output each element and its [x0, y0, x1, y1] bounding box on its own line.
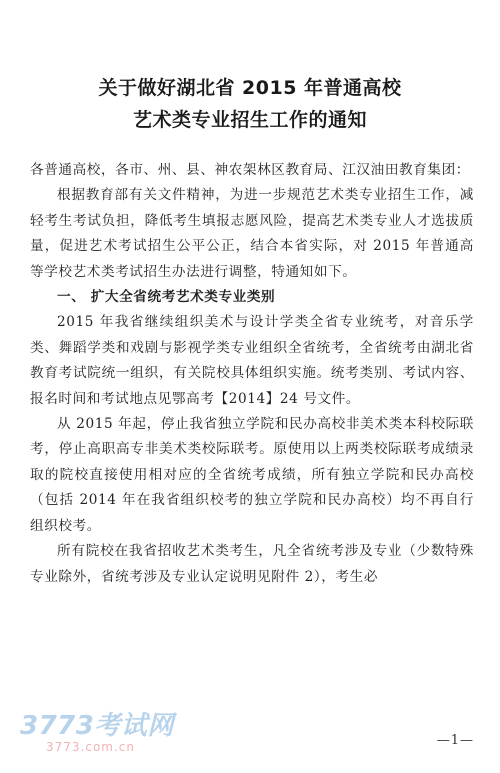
- page-number: —1—: [436, 733, 474, 748]
- watermark-url: 3773.com.cn: [46, 740, 135, 754]
- site-watermark: [20, 712, 180, 754]
- salutation: 各普通高校，各市、州、县、神农架林区教育局、江汉油田教育集团：: [30, 162, 471, 178]
- document-body: [30, 158, 474, 590]
- paragraph-4: 所有院校在我省招收艺术类考生，凡全省统考涉及专业（少数特殊专业除外，省统考涉及专业认定说明见附件 2），考生必: [30, 543, 474, 585]
- paragraph-2: 2015 年我省继续组织美术与设计学类全省专业统考，对音乐学类、舞蹈学类和戏剧与影视学类专业组织全省统考，全省统考由湖北省教育考试院统一组织，有关院校具体组织实施。统考类别、考试内容、报名时间和考试地点见鄂高考【2014】24 号文件。: [30, 314, 474, 407]
- paragraph-intro: 根据教育部有关文件精神，为进一步规范艺术类专业招生工作，减轻考生考试负担，降低考生填报志愿风险，提高艺术类专业人才选拔质量，促进艺术考试招生公平公正，结合本省实际，对 2015 年普通高等学校艺术类考试招生办法进行调整，特通知如下。: [30, 187, 474, 280]
- document-title-line-2: 艺术类专业招生工作的通知: [132, 109, 367, 131]
- watermark-logo: 3773考试网: [20, 711, 174, 741]
- section-heading-1: 一、 扩大全省统考艺术类专业类别: [57, 289, 276, 306]
- paragraph-3: 从 2015 年起，停止我省独立学院和民办高校非美术类本科校际联考，停止高职高专非美术类校际联考。原使用以上两类校际联考成绩录取的院校直接使用相对应的全省统考成绩，所有独立学院和民办高校（包括 2014 年在我省组织校考的独立学院和民办高校）均不再自行组织校考。: [30, 416, 474, 534]
- document-title-line-1: 关于做好湖北省 2015 年普通高校: [98, 77, 402, 99]
